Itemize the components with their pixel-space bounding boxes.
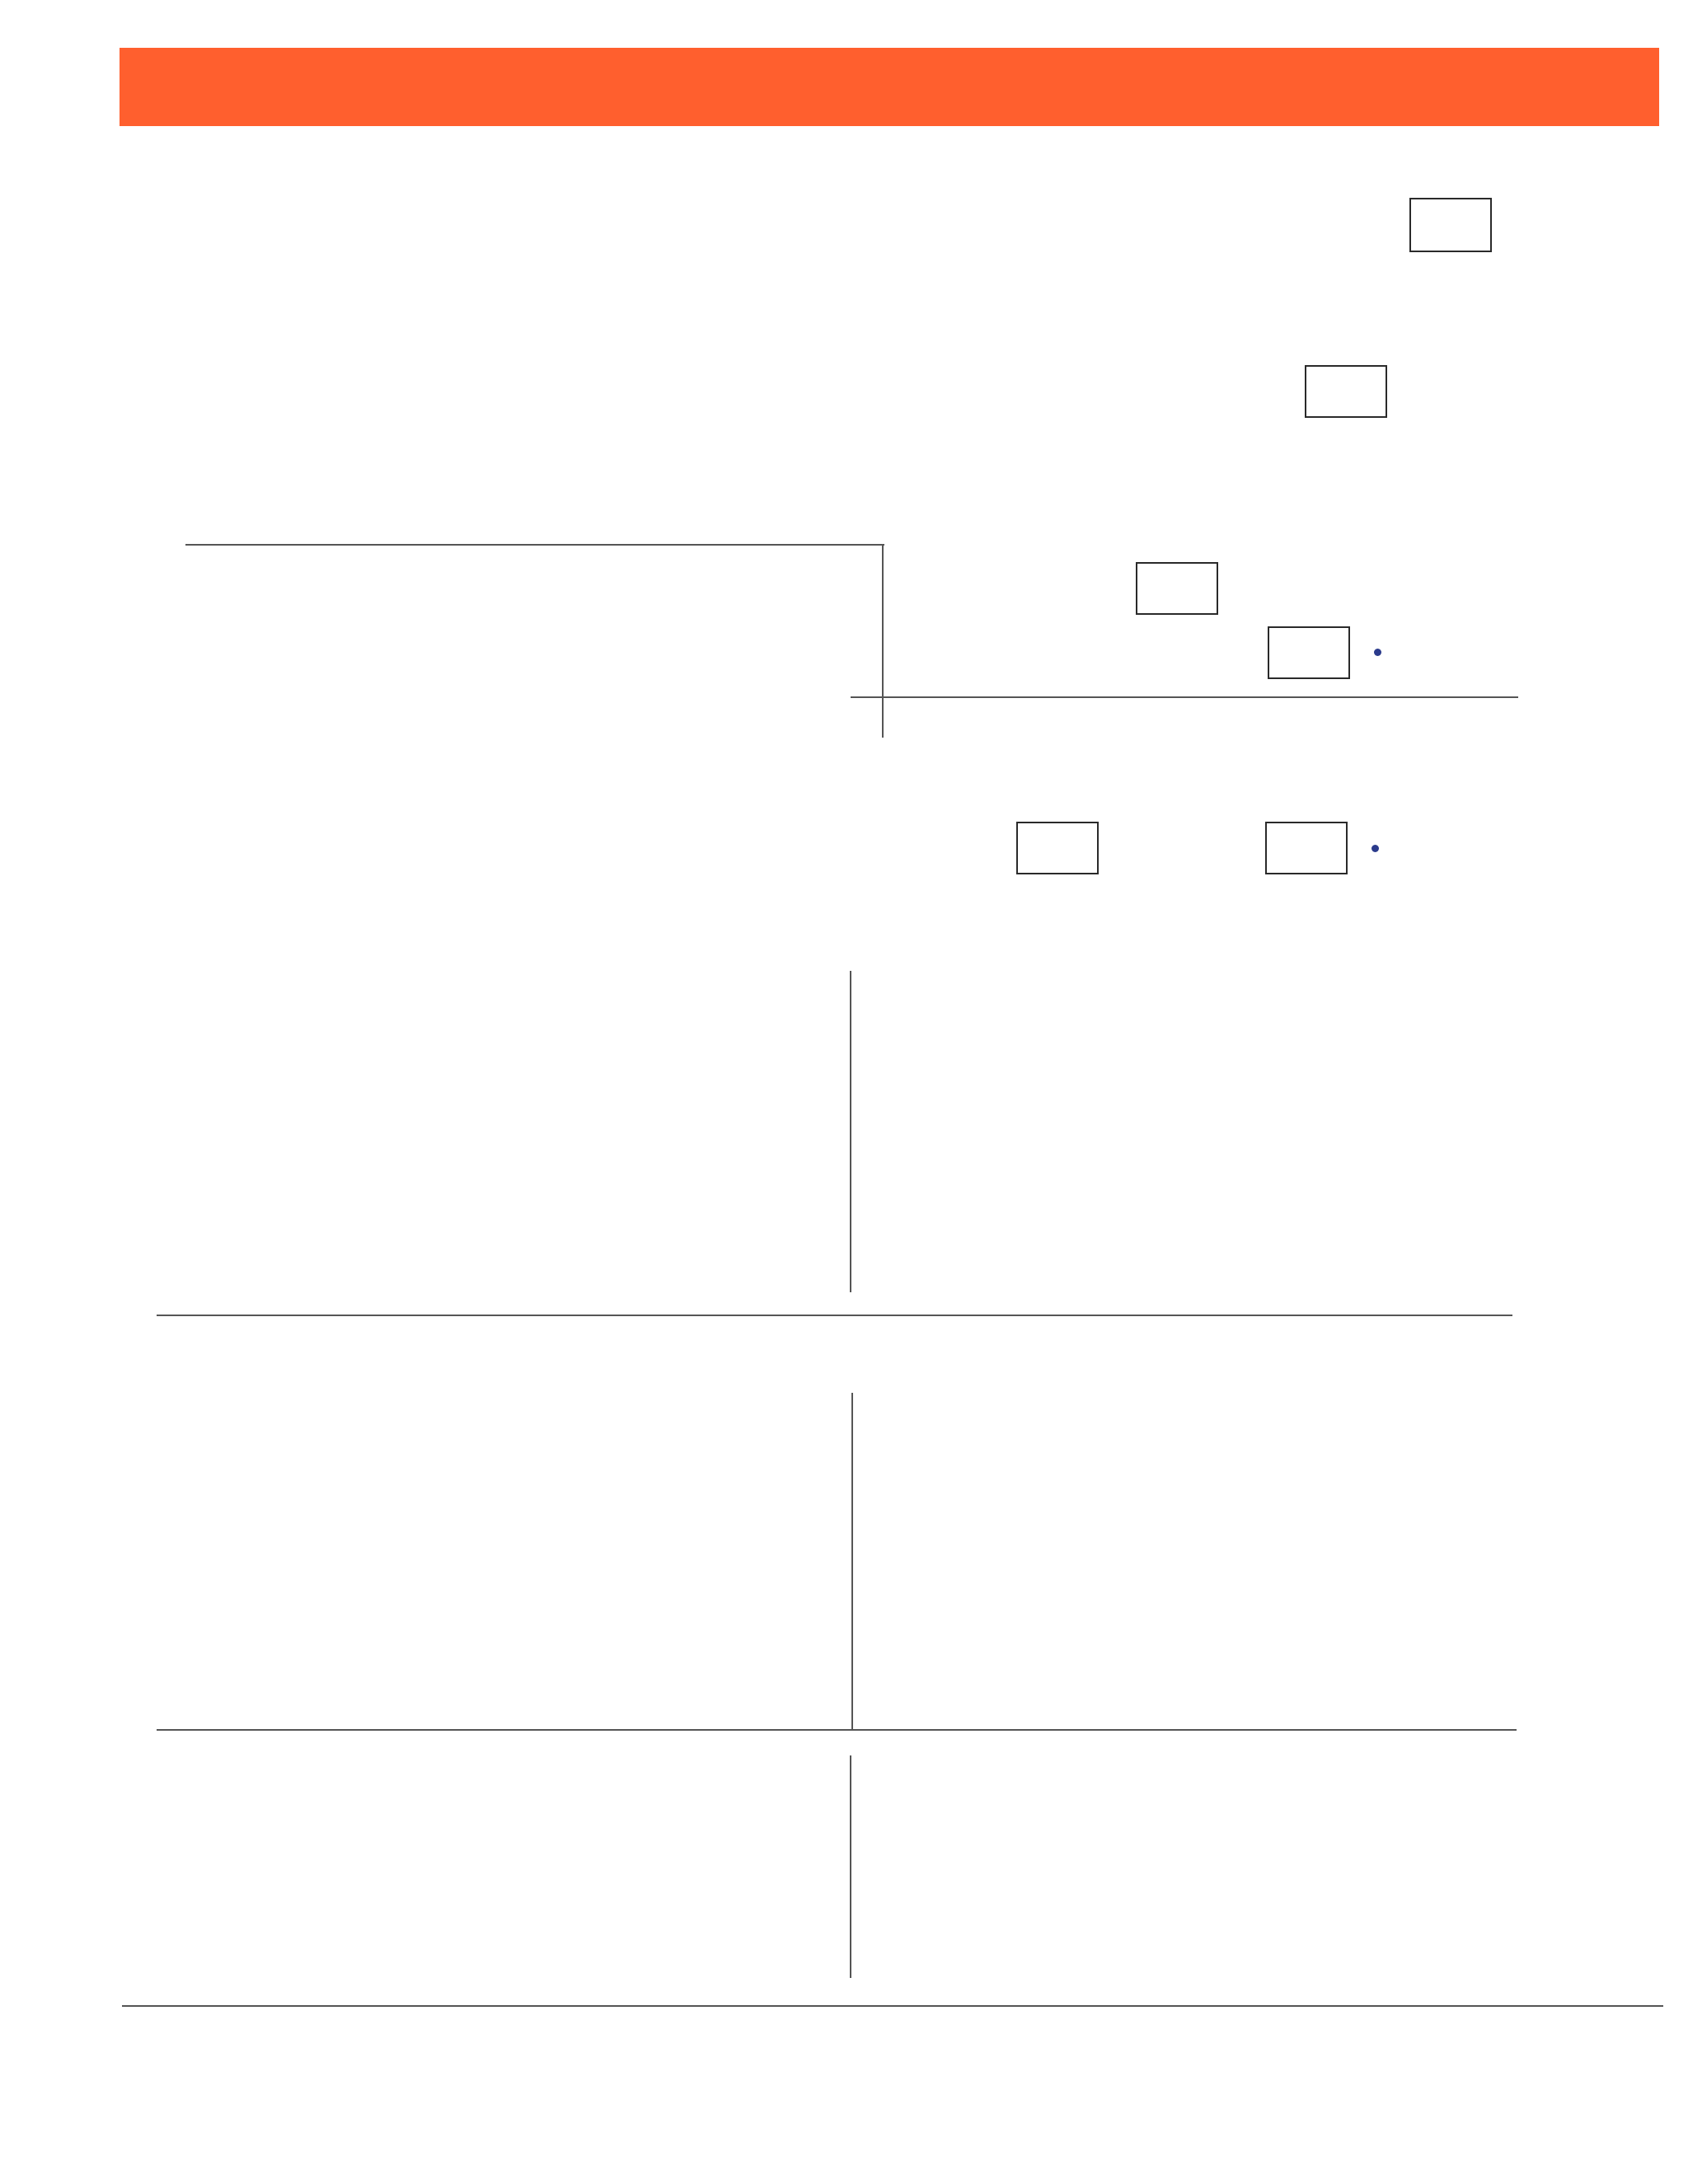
reply-answer-box[interactable] bbox=[1136, 562, 1218, 615]
header-bar bbox=[120, 48, 1659, 126]
multiply-dot bbox=[1374, 649, 1381, 656]
divider-grid-h2 bbox=[157, 1729, 1517, 1731]
divider-grid-v2 bbox=[851, 1393, 853, 1731]
divider-grid-v1 bbox=[850, 971, 851, 1292]
divider-footer bbox=[122, 2005, 1663, 2007]
candy-illustration-bottom bbox=[181, 548, 824, 812]
divider-grid-h1 bbox=[157, 1315, 1512, 1316]
divider-reply bbox=[851, 696, 1518, 698]
multiply-dot bbox=[1372, 845, 1379, 852]
ex2-answer-box[interactable] bbox=[1305, 365, 1387, 418]
ex1-answer-box[interactable] bbox=[1409, 198, 1492, 252]
ex3-answer-box[interactable] bbox=[1016, 822, 1099, 874]
divider-grid-v3 bbox=[850, 1755, 851, 1978]
divider-candy bbox=[185, 544, 884, 546]
ex3-factor-box[interactable] bbox=[1265, 822, 1348, 874]
candy-illustration-top bbox=[181, 272, 824, 536]
divider-vertical-candy bbox=[882, 544, 884, 738]
reply-factor-box[interactable] bbox=[1268, 626, 1350, 679]
